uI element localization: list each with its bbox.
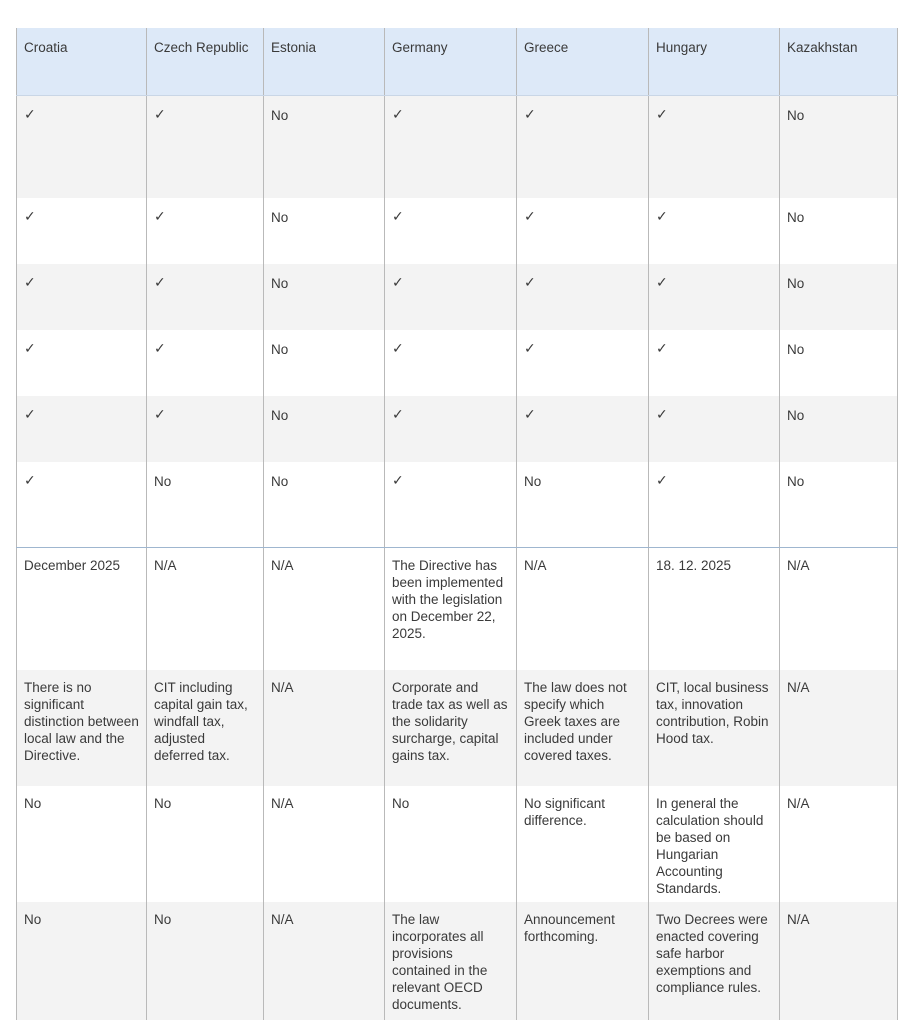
table-cell: No — [780, 330, 898, 396]
table-cell: ✓ — [649, 264, 780, 330]
table-cell: ✓ — [385, 396, 517, 462]
table-cell: No — [780, 264, 898, 330]
table-cell: N/A — [264, 548, 385, 670]
table-row — [17, 902, 898, 1020]
table-cell: ✓ — [649, 396, 780, 462]
table-cell: ✓ — [17, 330, 147, 396]
table-cell: ✓ — [147, 96, 264, 198]
table-cell: N/A — [264, 670, 385, 786]
details-section — [17, 548, 898, 1020]
table-cell: N/A — [517, 548, 649, 670]
table-cell: ✓ — [17, 462, 147, 548]
column-header-germany: Germany — [385, 28, 517, 96]
table-cell: No — [780, 396, 898, 462]
table-cell: ✓ — [517, 198, 649, 264]
table-cell: Two Decrees were enacted covering safe harbor exemptions and compliance rules. — [649, 902, 780, 1020]
table-row — [17, 396, 898, 462]
column-header-hungary: Hungary — [649, 28, 780, 96]
table-cell: Corporate and trade tax as well as the solidarity surcharge, capital gains tax. — [385, 670, 517, 786]
table-cell: ✓ — [147, 198, 264, 264]
table-cell: ✓ — [517, 96, 649, 198]
table-cell: No — [17, 786, 147, 902]
table-header — [17, 28, 898, 96]
table-cell: ✓ — [385, 198, 517, 264]
table-cell: No significant difference. — [517, 786, 649, 902]
table-cell: ✓ — [147, 330, 264, 396]
table-cell: ✓ — [649, 198, 780, 264]
table-cell: No — [264, 396, 385, 462]
table-cell: No — [264, 264, 385, 330]
table-cell: No — [264, 330, 385, 396]
table-cell: The law does not specify which Greek taxes are included under covered taxes. — [517, 670, 649, 786]
table-cell: N/A — [264, 902, 385, 1020]
table-row — [17, 198, 898, 264]
table-cell: ✓ — [517, 330, 649, 396]
table-cell: There is no significant distinction between local law and the Directive. — [17, 670, 147, 786]
table-cell: In general the calculation should be based on Hungarian Accounting Standards. — [649, 786, 780, 902]
table-cell: CIT, local business tax, innovation contribution, Robin Hood tax. — [649, 670, 780, 786]
table-cell: ✓ — [649, 330, 780, 396]
table-cell: ✓ — [17, 396, 147, 462]
table-cell: No — [264, 198, 385, 264]
table-cell: No — [385, 786, 517, 902]
table-cell: ✓ — [385, 330, 517, 396]
table-cell: No — [147, 462, 264, 548]
table-row — [17, 670, 898, 786]
table-row — [17, 330, 898, 396]
table-cell: ✓ — [17, 264, 147, 330]
table-cell: ✓ — [17, 96, 147, 198]
table-cell: N/A — [780, 786, 898, 902]
table-cell: December 2025 — [17, 548, 147, 670]
table-row — [17, 548, 898, 670]
table-cell: ✓ — [517, 264, 649, 330]
column-header-kazakhstan: Kazakhstan — [780, 28, 898, 96]
table-cell: ✓ — [517, 396, 649, 462]
column-header-croatia: Croatia — [17, 28, 147, 96]
table-cell: ✓ — [385, 96, 517, 198]
table-cell: ✓ — [385, 462, 517, 548]
table-cell: No — [780, 198, 898, 264]
table-cell: ✓ — [147, 396, 264, 462]
table-cell: ✓ — [17, 198, 147, 264]
table-cell: ✓ — [147, 264, 264, 330]
table-cell: No — [780, 96, 898, 198]
table-cell: N/A — [147, 548, 264, 670]
table-cell: ✓ — [649, 96, 780, 198]
table-cell: N/A — [780, 902, 898, 1020]
table-cell: No — [517, 462, 649, 548]
table-cell: The law incorporates all provisions contained in the relevant OECD documents. — [385, 902, 517, 1020]
column-header-czech-republic: Czech Republic — [147, 28, 264, 96]
table-row — [17, 264, 898, 330]
checkmark-section — [17, 96, 898, 548]
table-cell: No — [264, 462, 385, 548]
table-cell: N/A — [264, 786, 385, 902]
table-cell: The Directive has been implemented with the legislation on December 22, 2025. — [385, 548, 517, 670]
table-cell: ✓ — [385, 264, 517, 330]
table-cell: No — [780, 462, 898, 548]
table-cell: ✓ — [649, 462, 780, 548]
header-row — [17, 28, 898, 96]
table-cell: CIT including capital gain tax, windfall tax, adjusted deferred tax. — [147, 670, 264, 786]
table-cell: No — [17, 902, 147, 1020]
table-row — [17, 96, 898, 198]
table-cell: Announcement forthcoming. — [517, 902, 649, 1020]
table-cell: No — [147, 786, 264, 902]
comparison-table-container — [16, 28, 897, 1020]
country-comparison-table — [16, 28, 898, 1020]
table-cell: No — [147, 902, 264, 1020]
column-header-greece: Greece — [517, 28, 649, 96]
table-cell: N/A — [780, 670, 898, 786]
table-row — [17, 786, 898, 902]
table-cell: No — [264, 96, 385, 198]
table-cell: 18. 12. 2025 — [649, 548, 780, 670]
table-row — [17, 462, 898, 548]
column-header-estonia: Estonia — [264, 28, 385, 96]
table-cell: N/A — [780, 548, 898, 670]
